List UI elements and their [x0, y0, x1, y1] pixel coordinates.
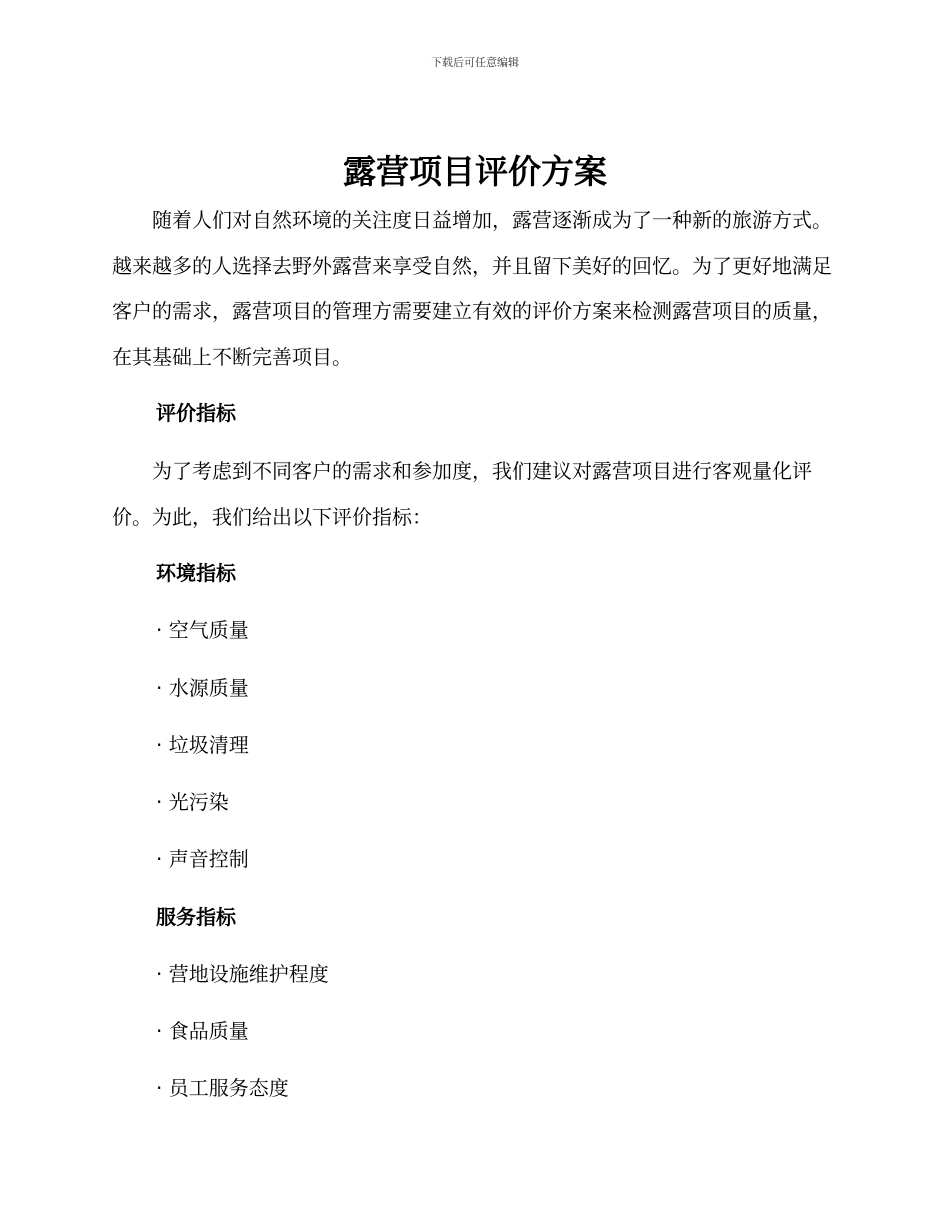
- list-item: · 营地设施维护程度: [156, 962, 329, 986]
- list-item: · 空气质量: [156, 618, 249, 642]
- page-header: 下载后可任意编辑: [431, 56, 519, 69]
- section-heading-environment: 环境指标: [156, 561, 236, 585]
- intro-paragraph: 随着人们对自然环境的关注度日益增加，露营逐渐成为了一种新的旅游方式。越来越多的人选择去野外露营来享受自然，并且留下美好的回忆。为了更好地满足客户的需求，露营项目的管理方需要建立有效的评价方案来检测露营项目的质量，在其基础上不断完善项目。: [112, 208, 832, 369]
- list-item: · 员工服务态度: [156, 1076, 289, 1100]
- section-heading-indicators: 评价指标: [156, 401, 236, 425]
- list-item: · 声音控制: [156, 847, 249, 871]
- document-title: 露营项目评价方案: [343, 152, 607, 191]
- list-item: · 垃圾清理: [156, 733, 249, 757]
- list-item: · 食品质量: [156, 1019, 249, 1043]
- section-heading-service: 服务指标: [156, 905, 236, 929]
- list-item: · 水源质量: [156, 676, 249, 700]
- indicators-paragraph: 为了考虑到不同客户的需求和参加度，我们建议对露营项目进行客观量化评价。为此，我们给出以下评价指标：: [112, 459, 812, 529]
- list-item: · 光污染: [156, 790, 229, 814]
